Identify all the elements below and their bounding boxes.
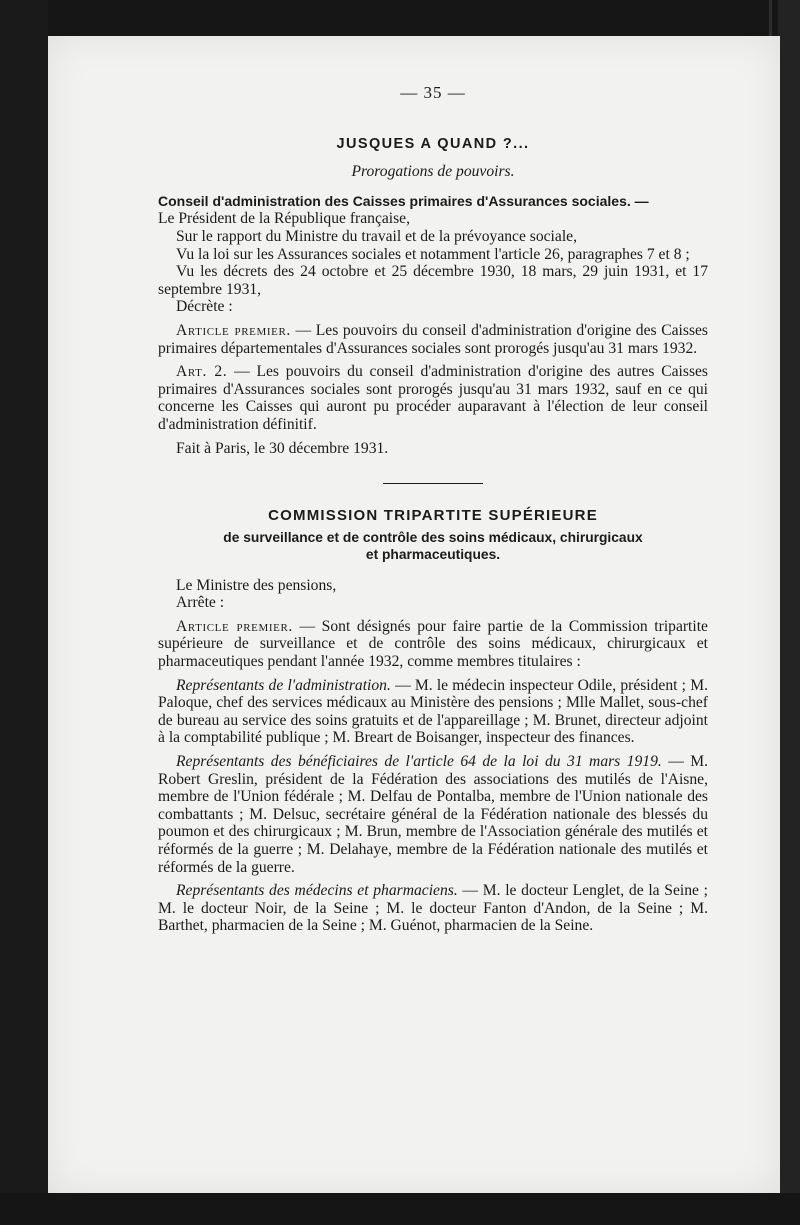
decree-line-rapport: Sur le rapport du Ministre du travail et de la prévoyance sociale, [176, 227, 577, 245]
section-divider [383, 483, 483, 484]
decree-article-1 [158, 322, 708, 357]
arrete-intro-arrete: Arrête : [176, 594, 225, 612]
group-label: Représentants de l'administration. [176, 676, 391, 694]
scan-left-border [0, 0, 48, 1225]
scan-right-border [778, 0, 800, 1225]
scan-top-border [0, 0, 800, 38]
decree-signature: Fait à Paris, le 30 décembre 1931. [176, 439, 389, 457]
decree-heading: Conseil d'administration des Caisses primaires d'Assurances sociales. — [158, 192, 649, 209]
decree-line-loi: Vu la loi sur les Assurances sociales et notamment l'article 26, paragraphes 7 et 8 ; [176, 245, 690, 263]
page-number: — 35 — [400, 83, 466, 102]
decree-article-2 [158, 363, 708, 433]
section-subtitle-commission [158, 529, 708, 563]
section-title-commission: COMMISSION TRIPARTITE SUPÉRIEURE [268, 507, 598, 525]
article-text: — Sont désignés pour faire partie de la Commission tripartite supérieure de surveillance et de contrôle des soins médicaux, chirurgicaux et pharmaceutiques pendant l'année 1932, comme membres titulaires : [158, 617, 708, 671]
arrete-intro-minister: Le Ministre des pensions, [176, 576, 337, 594]
members-administration [158, 677, 708, 747]
scan-bottom-border [0, 1193, 800, 1225]
subtitle-line-2: et pharmaceutiques. [365, 546, 501, 562]
article-label: Article premier. [176, 617, 293, 635]
arrete-article-1 [158, 618, 708, 671]
decree-line-decrete: Décrète : [176, 298, 233, 316]
article-label: Article premier. [176, 321, 291, 339]
decree-line-decrets: Vu les décrets des 24 octobre et 25 décembre 1930, 18 mars, 29 juin 1931, et 17 septembre 1931, [158, 263, 708, 298]
article-text: — Les pouvoirs du conseil d'administration d'origine des Caisses primaires départementales d'Assurances sociales sont prorogés jusqu'au 31 mars 1932. [158, 321, 709, 357]
members-medecins [158, 882, 708, 935]
group-text: — M. Robert Greslin, président de la Fédération des associations des mutilés de l'Aisne, membre de l'Union fédérale ; M. Delfau de Pontalba, membre de l'Union nationale des combattants ; M. Delsuc, secrétaire général de la Fédération nationale des blessés du poumon et des chirurgicaux ; M. Brun, membre de l'Association générale des mutilés et réformés de la guerre ; M. Delahaye, membre de la Fédération nationale des mutilés et réformés de la guerre. [158, 753, 709, 876]
subtitle-line-1: de surveillance et de contrôle des soins médicaux, chirurgicaux [223, 529, 643, 545]
article-label: Art. 2. [176, 363, 228, 381]
section-subtitle-prorogations: Prorogations de pouvoirs. [351, 163, 515, 181]
group-label: Représentants des bénéficiaires de l'article 64 de la loi du 31 mars 1919. [176, 753, 662, 771]
group-label: Représentants des médecins et pharmaciens. [176, 882, 458, 900]
document-page [48, 36, 780, 1193]
group-text: — M. le docteur Lenglet, de la Seine ; M. le docteur Noir, de la Seine ; M. le docteur Fanton d'Andon, de la Seine ; M. Barthet, pharmacien de la Seine ; M. Guénot, pharmacien de la Seine. [158, 882, 708, 935]
decree-line-president: Le Président de la République française, [158, 210, 411, 228]
section-title-prorogations: JUSQUES A QUAND ?... [336, 135, 530, 152]
group-text: — M. le médecin inspecteur Odile, président ; M. Paloque, chef des services médicaux au Ministère des pensions ; Mlle Mallet, sous-chef de bureau au service des soins gratuits et de l'appareillage ; M. Brunet, directeur adjoint à la comptabilité publique ; M. Breart de Boisanger, inspecteur des finances. [158, 676, 708, 747]
article-text: — Les pouvoirs du conseil d'administration d'origine des autres Caisses primaires d'Assurances sociales sont prorogés jusqu'au 31 mars 1932, sauf en ce qui concerne les Caisses qui auront pu procéder auparavant à l'élection de leur conseil d'administration définitif. [158, 363, 709, 433]
members-beneficiaires [158, 753, 708, 876]
page-content [158, 84, 708, 935]
